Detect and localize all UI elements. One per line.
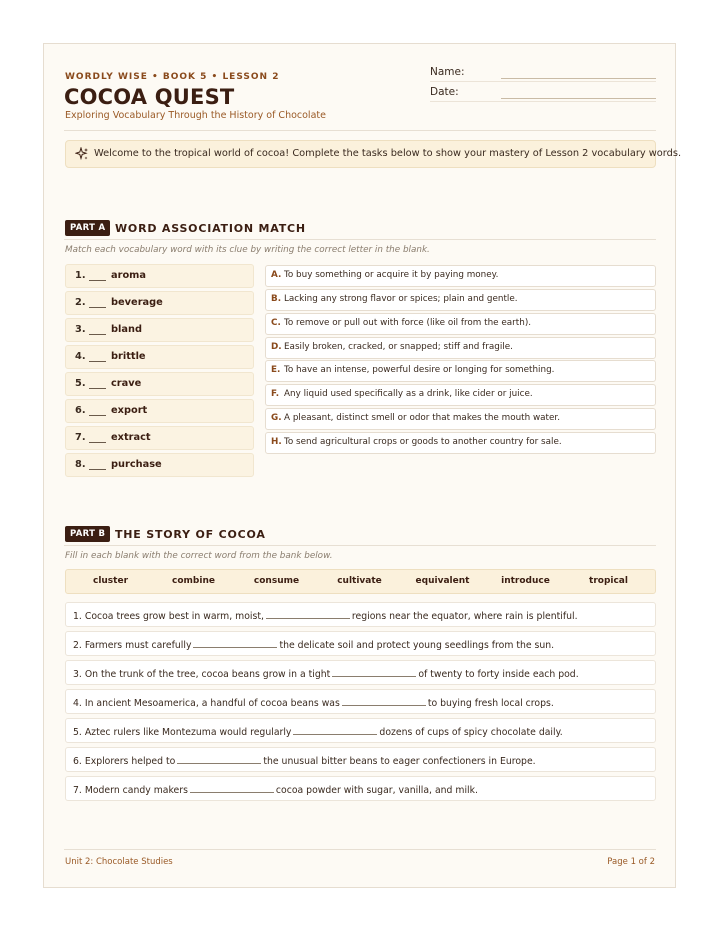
- sentence: [73, 638, 554, 651]
- definition-text: To send agricultural crops or goods to another country for sale.: [284, 437, 562, 447]
- definition-letter: F.: [271, 389, 280, 399]
- word-row: [65, 372, 254, 396]
- sentence-start: 7. Modern candy makers: [73, 785, 188, 796]
- fill-blank[interactable]: [193, 638, 277, 648]
- word-row: [65, 453, 254, 477]
- word-number: 3.: [75, 324, 86, 335]
- definition-row: [265, 432, 656, 454]
- series-label: WORDLY WISE • BOOK 5 • LESSON 2: [65, 72, 280, 82]
- word-row: [65, 399, 254, 423]
- name-field[interactable]: [501, 78, 656, 79]
- bank-word: equivalent: [415, 576, 470, 586]
- fill-blank[interactable]: [190, 783, 274, 793]
- word-number: 1.: [75, 270, 86, 281]
- bank-word: cluster: [92, 576, 129, 586]
- bank-word: combine: [172, 576, 215, 586]
- header-divider: [64, 130, 656, 131]
- fill-blank[interactable]: [177, 754, 261, 764]
- part-a-instructions: Match each vocabulary word with its clue by writing the correct letter in the blank.: [65, 245, 430, 255]
- fill-blank[interactable]: [332, 667, 416, 677]
- answer-blank[interactable]: [89, 415, 106, 416]
- bank-word: consume: [253, 576, 300, 586]
- word-number: 5.: [75, 378, 86, 389]
- definition-letter: G.: [271, 413, 282, 423]
- sentence-start: 3. On the trunk of the tree, cocoa beans grow in a tight: [73, 669, 331, 680]
- definition-row: [265, 313, 656, 335]
- welcome-banner: [65, 140, 682, 168]
- sentence-start: 2. Farmers must carefully: [73, 640, 192, 651]
- definition-letter: H.: [271, 437, 282, 447]
- sentence: [73, 667, 579, 680]
- sentence-row: [65, 631, 656, 656]
- word-number: 2.: [75, 297, 86, 308]
- word-number: 6.: [75, 405, 86, 416]
- definition-row: [265, 289, 656, 311]
- word-row: [65, 291, 254, 315]
- part-b-title: THE STORY OF COCOA: [115, 528, 266, 541]
- definition-text: To have an intense, powerful desire or longing for something.: [284, 365, 555, 375]
- sentence-start: 5. Aztec rulers like Montezuma would regularly: [73, 727, 292, 738]
- fill-blank[interactable]: [293, 725, 377, 735]
- sentence: [73, 783, 478, 796]
- sentence-start: 6. Explorers helped to: [73, 756, 176, 767]
- definition-row: [265, 384, 656, 406]
- footer-divider: [64, 849, 656, 850]
- definition-letter: A.: [271, 270, 282, 280]
- word-row: [65, 318, 254, 342]
- page-number: Page 1 of 2: [607, 857, 655, 867]
- sentence-row: [65, 747, 656, 772]
- date-label: Date:: [430, 86, 459, 98]
- sentence: [73, 696, 554, 709]
- bank-word: tropical: [589, 576, 628, 586]
- definition-letter: C.: [271, 318, 281, 328]
- vocab-word: beverage: [111, 297, 163, 308]
- sentence-start: 4. In ancient Mesoamerica, a handful of cocoa beans was: [73, 698, 340, 709]
- answer-blank[interactable]: [89, 334, 106, 335]
- sentence-start: 1. Cocoa trees grow best in warm, moist,: [73, 611, 264, 622]
- part-a-divider: [64, 239, 656, 240]
- sentence-end: the delicate soil and protect young seedlings from the sun.: [279, 640, 555, 651]
- word-row: [65, 264, 254, 288]
- name-label: Name:: [430, 66, 465, 78]
- word-row: [65, 345, 254, 369]
- sentence: [73, 609, 578, 622]
- worksheet-page: [43, 43, 682, 888]
- sentence: [73, 725, 563, 738]
- definition-row: [265, 265, 656, 287]
- fill-blank[interactable]: [342, 696, 426, 706]
- part-b-instructions: Fill in each blank with the correct word from the bank below.: [65, 551, 333, 561]
- answer-blank[interactable]: [89, 442, 106, 443]
- part-b-badge: PART B: [65, 526, 110, 542]
- definition-text: Lacking any strong flavor or spices; plain and gentle.: [284, 294, 518, 304]
- definition-text: Any liquid used specifically as a drink, like cider or juice.: [284, 389, 533, 399]
- sentence-end: to buying fresh local crops.: [427, 698, 554, 709]
- sentence-row: [65, 776, 656, 801]
- definition-text: Easily broken, cracked, or snapped; stiff and fragile.: [284, 342, 513, 352]
- footer-unit: Unit 2: Chocolate Studies: [65, 857, 173, 867]
- name-divider: [430, 81, 656, 82]
- definition-text: To remove or pull out with force (like oil from the earth).: [284, 318, 532, 328]
- definition-text: A pleasant, distinct smell or odor that makes the mouth water.: [284, 413, 561, 423]
- sentence-row: [65, 660, 656, 685]
- sentence-row: [65, 689, 656, 714]
- definition-row: [265, 337, 656, 359]
- answer-blank[interactable]: [89, 388, 106, 389]
- definition-text: To buy something or acquire it by paying money.: [284, 270, 499, 280]
- part-a-title: WORD ASSOCIATION MATCH: [115, 222, 306, 235]
- sentence-end: the unusual bitter beans to eager confectioners in Europe.: [263, 756, 536, 767]
- date-field[interactable]: [501, 98, 656, 99]
- vocab-word: extract: [111, 432, 151, 443]
- answer-blank[interactable]: [89, 307, 106, 308]
- sentence-end: of twenty to forty inside each pod.: [418, 669, 579, 680]
- word-number: 7.: [75, 432, 86, 443]
- definition-letter: D.: [271, 342, 282, 352]
- part-b-divider: [64, 545, 656, 546]
- vocab-word: bland: [111, 324, 142, 335]
- sentence-row: [65, 718, 656, 743]
- vocab-word: brittle: [111, 351, 146, 362]
- answer-blank[interactable]: [89, 469, 106, 470]
- word-bank: [65, 569, 656, 594]
- date-divider: [430, 101, 656, 102]
- sentence-row: [65, 602, 656, 627]
- vocab-word: purchase: [111, 459, 162, 470]
- sentence-end: dozens of cups of spicy chocolate daily.: [379, 727, 563, 738]
- page-title: COCOA QUEST: [64, 85, 235, 109]
- sentence: [73, 754, 536, 767]
- fill-blank[interactable]: [266, 609, 350, 619]
- definition-letter: E.: [271, 365, 281, 375]
- word-row: [65, 426, 254, 450]
- bank-word: cultivate: [337, 576, 382, 586]
- answer-blank[interactable]: [89, 280, 106, 281]
- page-subtitle: Exploring Vocabulary Through the History of Chocolate: [65, 110, 326, 121]
- welcome-text: Welcome to the tropical world of cocoa! Complete the tasks below to show your mastery of Lesson 2 vocabulary words.: [94, 148, 682, 159]
- bank-word: introduce: [501, 576, 550, 586]
- vocab-word: export: [111, 405, 148, 416]
- answer-blank[interactable]: [89, 361, 106, 362]
- word-number: 4.: [75, 351, 86, 362]
- sparkle-icon: [75, 147, 89, 161]
- definition-row: [265, 360, 656, 382]
- sentence-end: cocoa powder with sugar, vanilla, and milk.: [275, 785, 478, 796]
- definition-letter: B.: [271, 294, 282, 304]
- part-a-badge: PART A: [65, 220, 110, 236]
- definition-row: [265, 408, 656, 430]
- sentence-end: regions near the equator, where rain is plentiful.: [351, 611, 578, 622]
- word-number: 8.: [75, 459, 86, 470]
- vocab-word: crave: [111, 378, 142, 389]
- vocab-word: aroma: [111, 270, 146, 281]
